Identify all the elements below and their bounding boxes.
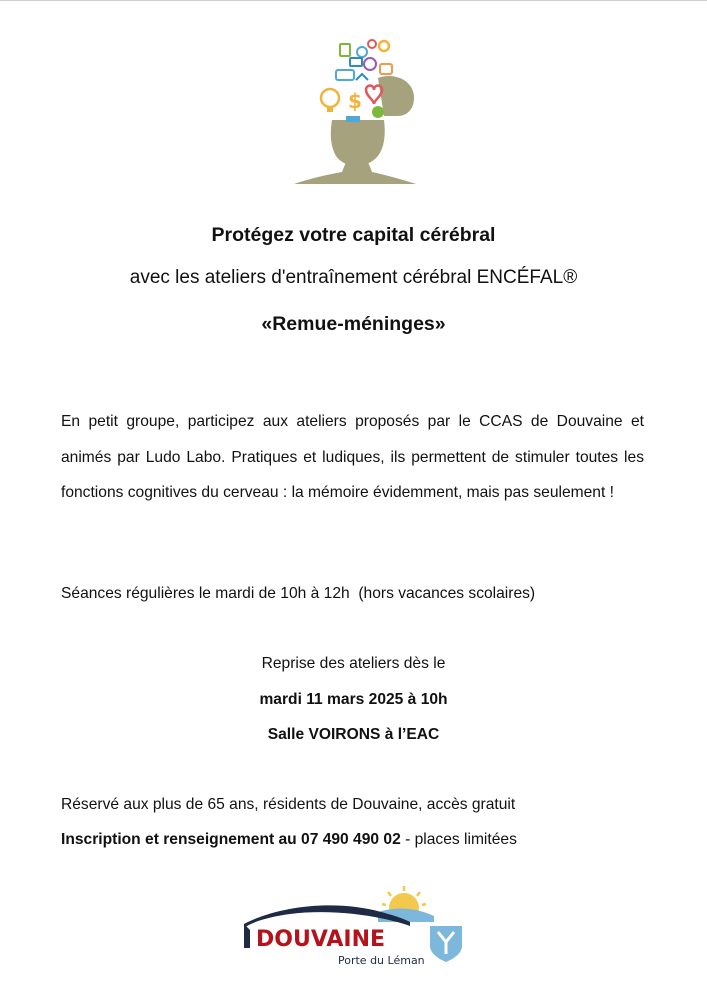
intro-paragraph: En petit groupe, participez aux ateliers proposés par le CCAS de Douvaine et animés par Ludo Labo. Pratiques et ludiques, ils permettent de stimuler toutes les fonctions cognitives du cerveau : la mémoire évidemment, mais pas seulement ! xyxy=(61,413,644,501)
contact-phone: Inscription et renseignement au 07 490 490 02 xyxy=(61,831,401,848)
schedule-text: Séances régulières le mardi de 10h à 12h (hors vacances scolaires) xyxy=(61,585,536,602)
brain-head-illustration xyxy=(290,36,420,188)
douvaine-logo xyxy=(238,884,470,970)
douvaine-logo-name: DOUVAINE xyxy=(256,927,386,952)
douvaine-logo-tagline: Porte du Léman xyxy=(338,954,425,967)
eligibility-text: Réservé aux plus de 65 ans, résidents de Douvaine, accès gratuit xyxy=(61,796,516,813)
reprise-intro: Reprise des ateliers dès le xyxy=(261,655,446,672)
page-top-border xyxy=(0,0,707,1)
contact-line xyxy=(61,831,517,849)
reprise-date: mardi 11 mars 2025 à 10h xyxy=(259,691,448,708)
reprise-place: Salle VOIRONS à l’EAC xyxy=(267,726,440,743)
page-subtitle: avec les ateliers d'entraînement cérébral ENCÉFAL® xyxy=(129,267,578,288)
contact-note: - places limitées xyxy=(400,831,517,848)
workshop-name: «Remue-méninges» xyxy=(261,313,446,335)
page-title: Protégez votre capital cérébral xyxy=(211,224,496,246)
svg-text:$: $ xyxy=(348,89,362,113)
